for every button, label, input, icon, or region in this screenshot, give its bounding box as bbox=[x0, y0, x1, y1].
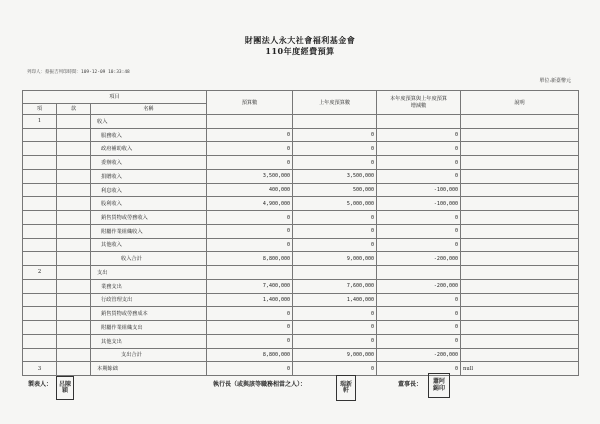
row-note bbox=[461, 169, 579, 183]
header-xiang: 項 bbox=[23, 103, 57, 114]
row-xiang bbox=[23, 279, 57, 293]
row-note bbox=[461, 293, 579, 307]
row-note: null bbox=[461, 362, 579, 376]
row-note bbox=[461, 211, 579, 225]
preparer-seal bbox=[56, 376, 74, 400]
row-kuan bbox=[57, 266, 91, 280]
row-xiang bbox=[23, 156, 57, 170]
table-row bbox=[23, 279, 579, 293]
row-kuan bbox=[57, 307, 91, 321]
row-budget: 0 bbox=[207, 211, 293, 225]
header-budget: 預算數 bbox=[207, 91, 293, 115]
table-row bbox=[23, 183, 579, 197]
header-diff bbox=[377, 91, 461, 115]
table-row bbox=[23, 169, 579, 183]
row-note bbox=[461, 266, 579, 280]
row-xiang: 2 bbox=[23, 266, 57, 280]
row-name: 支出 bbox=[91, 266, 207, 280]
row-kuan bbox=[57, 142, 91, 156]
row-prev-budget: 0 bbox=[293, 307, 377, 321]
row-name: 支出合計 bbox=[91, 348, 207, 362]
header-diff-line1: 本年度預算與上年度預算 bbox=[389, 95, 448, 102]
table-row bbox=[23, 142, 579, 156]
row-xiang bbox=[23, 293, 57, 307]
row-diff: 0 bbox=[377, 238, 461, 252]
row-kuan bbox=[57, 362, 91, 376]
header-prev-budget: 上年度預算數 bbox=[293, 91, 377, 115]
row-prev-budget: 0 bbox=[293, 362, 377, 376]
row-name: 其他收入 bbox=[91, 238, 207, 252]
row-budget: 3,500,000 bbox=[207, 169, 293, 183]
row-xiang bbox=[23, 224, 57, 238]
header-kuan: 款 bbox=[57, 103, 91, 114]
preparer-label: 製表人： bbox=[28, 381, 53, 388]
row-name: 政府補助收入 bbox=[91, 142, 207, 156]
row-diff: 0 bbox=[377, 156, 461, 170]
row-prev-budget: 0 bbox=[293, 224, 377, 238]
row-diff: 0 bbox=[377, 224, 461, 238]
row-budget bbox=[207, 115, 293, 129]
row-kuan bbox=[57, 238, 91, 252]
row-prev-budget: 0 bbox=[293, 321, 377, 335]
row-note bbox=[461, 224, 579, 238]
chairman-label: 董事長： bbox=[398, 381, 423, 388]
chairman-seal-text: 蕭阿錫印 bbox=[432, 378, 445, 392]
row-name: 行政管理支出 bbox=[91, 293, 207, 307]
row-budget: 0 bbox=[207, 238, 293, 252]
table-row bbox=[23, 128, 579, 142]
row-note bbox=[461, 252, 579, 266]
row-budget: 0 bbox=[207, 142, 293, 156]
row-xiang bbox=[23, 321, 57, 335]
table-row bbox=[23, 321, 579, 335]
row-diff: -200,000 bbox=[377, 252, 461, 266]
row-kuan bbox=[57, 156, 91, 170]
row-budget: 0 bbox=[207, 334, 293, 348]
row-kuan bbox=[57, 183, 91, 197]
row-kuan bbox=[57, 321, 91, 335]
currency-unit: 單位:新臺幣元 bbox=[539, 78, 571, 84]
table-row bbox=[23, 197, 579, 211]
row-prev-budget: 0 bbox=[293, 142, 377, 156]
row-prev-budget bbox=[293, 266, 377, 280]
row-diff: -200,000 bbox=[377, 279, 461, 293]
row-diff: 0 bbox=[377, 293, 461, 307]
row-name: 本期餘絀 bbox=[91, 362, 207, 376]
row-prev-budget bbox=[293, 115, 377, 129]
document-title: 財團法人永大社會福利基金會 bbox=[244, 35, 356, 45]
row-kuan bbox=[57, 334, 91, 348]
document-subtitle: 110年度經費預算 bbox=[265, 46, 335, 56]
row-kuan bbox=[57, 211, 91, 225]
row-note bbox=[461, 321, 579, 335]
row-name: 收入 bbox=[91, 115, 207, 129]
row-diff: 0 bbox=[377, 128, 461, 142]
row-name: 銷售貨物或勞務收入 bbox=[91, 211, 207, 225]
row-prev-budget: 3,500,000 bbox=[293, 169, 377, 183]
row-diff: 0 bbox=[377, 307, 461, 321]
row-note bbox=[461, 238, 579, 252]
print-info: 列印人：蔡振吉列印時間：109-12-09 10:33:48 bbox=[27, 70, 130, 75]
row-diff: -200,000 bbox=[377, 348, 461, 362]
row-prev-budget: 1,400,000 bbox=[293, 293, 377, 307]
row-budget: 0 bbox=[207, 128, 293, 142]
row-kuan bbox=[57, 115, 91, 129]
row-budget bbox=[207, 266, 293, 280]
row-prev-budget: 0 bbox=[293, 128, 377, 142]
row-note bbox=[461, 115, 579, 129]
row-xiang: 1 bbox=[23, 115, 57, 129]
row-diff: 0 bbox=[377, 211, 461, 225]
row-prev-budget: 7,600,000 bbox=[293, 279, 377, 293]
row-prev-budget: 0 bbox=[293, 156, 377, 170]
row-budget: 4,900,000 bbox=[207, 197, 293, 211]
row-xiang bbox=[23, 142, 57, 156]
row-kuan bbox=[57, 348, 91, 362]
row-prev-budget: 5,000,000 bbox=[293, 197, 377, 211]
row-prev-budget: 0 bbox=[293, 334, 377, 348]
row-diff bbox=[377, 266, 461, 280]
row-prev-budget: 0 bbox=[293, 211, 377, 225]
row-kuan bbox=[57, 197, 91, 211]
row-budget: 7,400,000 bbox=[207, 279, 293, 293]
row-prev-budget: 500,000 bbox=[293, 183, 377, 197]
header-note: 說明 bbox=[461, 91, 579, 115]
row-name: 服務收入 bbox=[91, 128, 207, 142]
row-kuan bbox=[57, 252, 91, 266]
row-diff: 0 bbox=[377, 321, 461, 335]
row-name: 委辦收入 bbox=[91, 156, 207, 170]
table-row bbox=[23, 293, 579, 307]
row-diff: -100,000 bbox=[377, 197, 461, 211]
row-xiang bbox=[23, 211, 57, 225]
table-row bbox=[23, 362, 579, 376]
row-xiang bbox=[23, 334, 57, 348]
table-row bbox=[23, 252, 579, 266]
header-item-group: 項目 bbox=[23, 91, 207, 104]
row-xiang bbox=[23, 348, 57, 362]
row-xiang bbox=[23, 238, 57, 252]
row-name: 附屬作業組織收入 bbox=[91, 224, 207, 238]
row-diff: 0 bbox=[377, 142, 461, 156]
row-budget: 0 bbox=[207, 321, 293, 335]
row-budget: 400,000 bbox=[207, 183, 293, 197]
header-row bbox=[23, 91, 579, 104]
row-note bbox=[461, 128, 579, 142]
table-row bbox=[23, 334, 579, 348]
row-note bbox=[461, 156, 579, 170]
budget-table bbox=[22, 90, 579, 376]
table-row bbox=[23, 211, 579, 225]
table-row bbox=[23, 348, 579, 362]
row-xiang bbox=[23, 197, 57, 211]
row-note bbox=[461, 279, 579, 293]
header-name: 名稱 bbox=[91, 103, 207, 114]
row-budget: 0 bbox=[207, 362, 293, 376]
chairman-seal bbox=[428, 373, 450, 398]
row-diff: 0 bbox=[377, 334, 461, 348]
executive-label: 執行長（或與該等職務相當之人）： bbox=[213, 381, 307, 388]
header-diff-line2: 增減數 bbox=[410, 102, 427, 109]
row-name: 銷售貨物或勞務成本 bbox=[91, 307, 207, 321]
row-kuan bbox=[57, 169, 91, 183]
row-diff bbox=[377, 115, 461, 129]
row-budget: 0 bbox=[207, 224, 293, 238]
row-name: 利息收入 bbox=[91, 183, 207, 197]
row-prev-budget: 9,000,000 bbox=[293, 252, 377, 266]
row-prev-budget: 0 bbox=[293, 238, 377, 252]
row-xiang bbox=[23, 307, 57, 321]
row-xiang: 3 bbox=[23, 362, 57, 376]
row-diff: -100,000 bbox=[377, 183, 461, 197]
preparer-seal-text: 呂陳穎 bbox=[59, 380, 72, 394]
row-budget: 0 bbox=[207, 307, 293, 321]
row-note bbox=[461, 307, 579, 321]
row-xiang bbox=[23, 128, 57, 142]
row-kuan bbox=[57, 279, 91, 293]
row-kuan bbox=[57, 224, 91, 238]
executive-seal bbox=[336, 375, 356, 401]
row-name: 收入合計 bbox=[91, 252, 207, 266]
table-row bbox=[23, 266, 579, 280]
row-diff: 0 bbox=[377, 169, 461, 183]
row-xiang bbox=[23, 169, 57, 183]
row-xiang bbox=[23, 183, 57, 197]
row-note bbox=[461, 142, 579, 156]
row-xiang bbox=[23, 252, 57, 266]
table-row bbox=[23, 224, 579, 238]
row-note bbox=[461, 334, 579, 348]
executive-seal-text: 瑞新軒 bbox=[340, 380, 353, 394]
table-row bbox=[23, 156, 579, 170]
table-row bbox=[23, 115, 579, 129]
row-budget: 1,400,000 bbox=[207, 293, 293, 307]
row-note bbox=[461, 348, 579, 362]
row-name: 其他支出 bbox=[91, 334, 207, 348]
row-prev-budget: 9,000,000 bbox=[293, 348, 377, 362]
row-kuan bbox=[57, 293, 91, 307]
row-note bbox=[461, 197, 579, 211]
table-row bbox=[23, 238, 579, 252]
row-diff: 0 bbox=[377, 362, 461, 376]
row-budget: 8,800,000 bbox=[207, 252, 293, 266]
row-budget: 0 bbox=[207, 156, 293, 170]
row-name: 附屬作業組織支出 bbox=[91, 321, 207, 335]
row-budget: 8,800,000 bbox=[207, 348, 293, 362]
row-name: 股利收入 bbox=[91, 197, 207, 211]
row-note bbox=[461, 183, 579, 197]
table-row bbox=[23, 307, 579, 321]
row-kuan bbox=[57, 128, 91, 142]
row-name: 業務支出 bbox=[91, 279, 207, 293]
row-name: 捐贈收入 bbox=[91, 169, 207, 183]
